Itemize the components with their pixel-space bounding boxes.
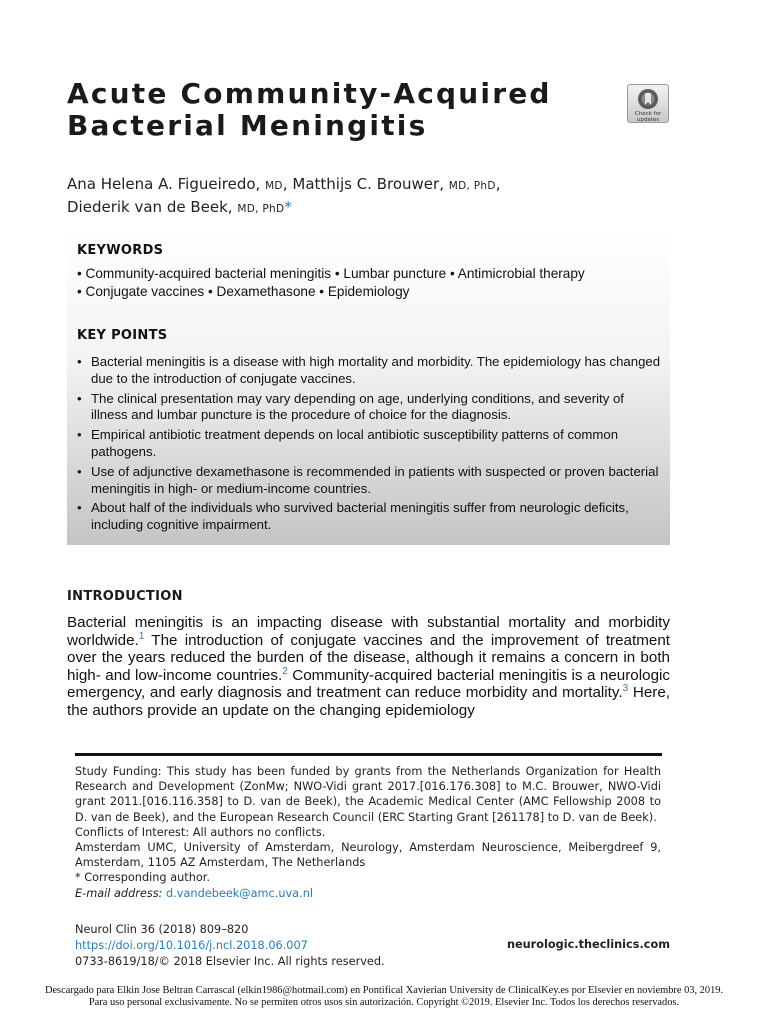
affiliation-note: Amsterdam UMC, University of Amsterdam, Neurology, Amsterdam Neuroscience, Meibergdreef 9, Amsterdam, 1105 AZ Amsterdam, The Netherlands xyxy=(75,841,661,870)
author-degree: MD, PhD xyxy=(448,180,496,192)
download-notice: Descargado para Elkin Jose Beltran Carrascal (elkin1986@hotmail.com) en Pontifical Xavierian University de ClinicalKey.es por Elsevier en noviembre 03, 2019. Para uso personal exclusivamente. No se permiten otros usos sin autorización. Copyright ©2019. Elsevier Inc. Todos los derechos reservados. xyxy=(44,985,724,1008)
introduction-paragraph: Bacterial meningitis is an impacting disease with substantial mortality and morbidity worldwide.$^1$ The introduction of conjugate vaccines and the improvement of treatment over the years reduced the burden of the disease, although it remains a concern in both high- and low-income countries.$^2$ Community-acquired bacterial meningitis is a neurologic emergency, and early diagnosis and treatment can reduce morbidity and mortality.$^3$ Here, the authors provide an update on the changing epidemiology xyxy=(67,614,671,719)
article-title xyxy=(67,78,607,142)
keyword: Dexamethasone xyxy=(216,283,316,299)
keyword: Epidemiology xyxy=(327,283,410,299)
key-point: • About half of the individuals who survived bacterial meningitis suffer from neurologic deficits, including cognitive impairment. xyxy=(77,500,662,534)
author-name: Matthijs C. Brouwer, xyxy=(292,175,444,193)
footnotes xyxy=(75,764,661,901)
key-points-list xyxy=(77,354,662,537)
email-label: E-mail address: xyxy=(75,886,163,900)
email-link[interactable]: d.vandebeek@amc.uva.nl xyxy=(166,886,313,900)
corresponding-author-marker[interactable]: * xyxy=(284,198,292,216)
author-degree: MD, PhD xyxy=(237,203,285,215)
funding-note: Study Funding: This study has been funded by grants from the Netherlands Organization for Health Research and Development (ZonMw; NWO-Vidi grant 2017.[016.176.308] to M.C. Brouwer, NWO-Vidi grant 2011.[016.116.358] to D. van de Beek), the Academic Medical Center (AMC Fellowship 2008 to D. van de Beek), and the European Research Council (ERC Starting Grant [261178] to D. van de Beek). xyxy=(75,765,661,824)
copyright-line: 0733-8619/18/© 2018 Elsevier Inc. All rights reserved. xyxy=(75,954,385,968)
author-name: Ana Helena A. Figueiredo, xyxy=(67,175,261,193)
doi-link[interactable]: https://doi.org/10.1016/j.ncl.2018.06.007 xyxy=(75,938,308,952)
footnote-divider xyxy=(75,753,662,756)
email-line xyxy=(75,886,661,901)
keywords-list: • Community-acquired bacterial meningitis • Lumbar puncture • Antimicrobial therapy • Conjugate vaccines • Dexamethasone • Epidemiology xyxy=(77,266,585,299)
key-point: • Empirical antibiotic treatment depends on local antibiotic susceptibility patterns of common pathogens. xyxy=(77,427,662,461)
key-point: • Bacterial meningitis is a disease with high mortality and morbidity. The epidemiology has changed due to the introduction of conjugate vaccines. xyxy=(77,354,662,388)
corresponding-note: * Corresponding author. xyxy=(75,871,210,885)
conflicts-note: Conflicts of Interest: All authors no conflicts. xyxy=(75,825,326,839)
keywords-keypoints-box xyxy=(67,229,670,545)
journal-website[interactable]: neurologic.theclinics.com xyxy=(506,938,670,951)
keywords-heading: KEYWORDS xyxy=(77,243,164,258)
author-degree: MD xyxy=(265,180,283,192)
keyword: Antimicrobial therapy xyxy=(457,266,585,281)
keyword: Community-acquired bacterial meningitis xyxy=(85,266,332,281)
title-line-2: Bacterial Meningitis xyxy=(67,109,428,142)
introduction-heading: INTRODUCTION xyxy=(67,589,183,604)
keyword: Lumbar puncture xyxy=(343,266,447,281)
key-point: • The clinical presentation may vary depending on age, underlying conditions, and severity of illness and lumbar puncture is the procedure of choice for the diagnosis. xyxy=(77,391,662,425)
key-point: • Use of adjunctive dexamethasone is recommended in patients with suspected or proven bacterial meningitis in high- or medium-income countries. xyxy=(77,464,662,498)
title-line-1: Acute Community-Acquired xyxy=(67,77,552,110)
journal-citation: Neurol Clin 36 (2018) 809–820 xyxy=(75,923,249,936)
crossmark-icon xyxy=(635,88,661,110)
check-for-updates-button[interactable] xyxy=(627,84,669,123)
reference-link[interactable]: 3 xyxy=(622,683,629,695)
reference-link[interactable]: 2 xyxy=(282,665,288,677)
author-list: Ana Helena A. Figueiredo, MD, Matthijs C. Brouwer, MD, PhD, Diederik van de Beek, MD, PhD* xyxy=(67,175,501,216)
key-points-heading: KEY POINTS xyxy=(77,328,168,343)
author-name: Diederik van de Beek, xyxy=(67,198,233,216)
check-badge-label: Check for updates xyxy=(634,111,662,123)
reference-link[interactable]: 1 xyxy=(138,630,145,642)
keyword: Conjugate vaccines xyxy=(85,283,205,299)
